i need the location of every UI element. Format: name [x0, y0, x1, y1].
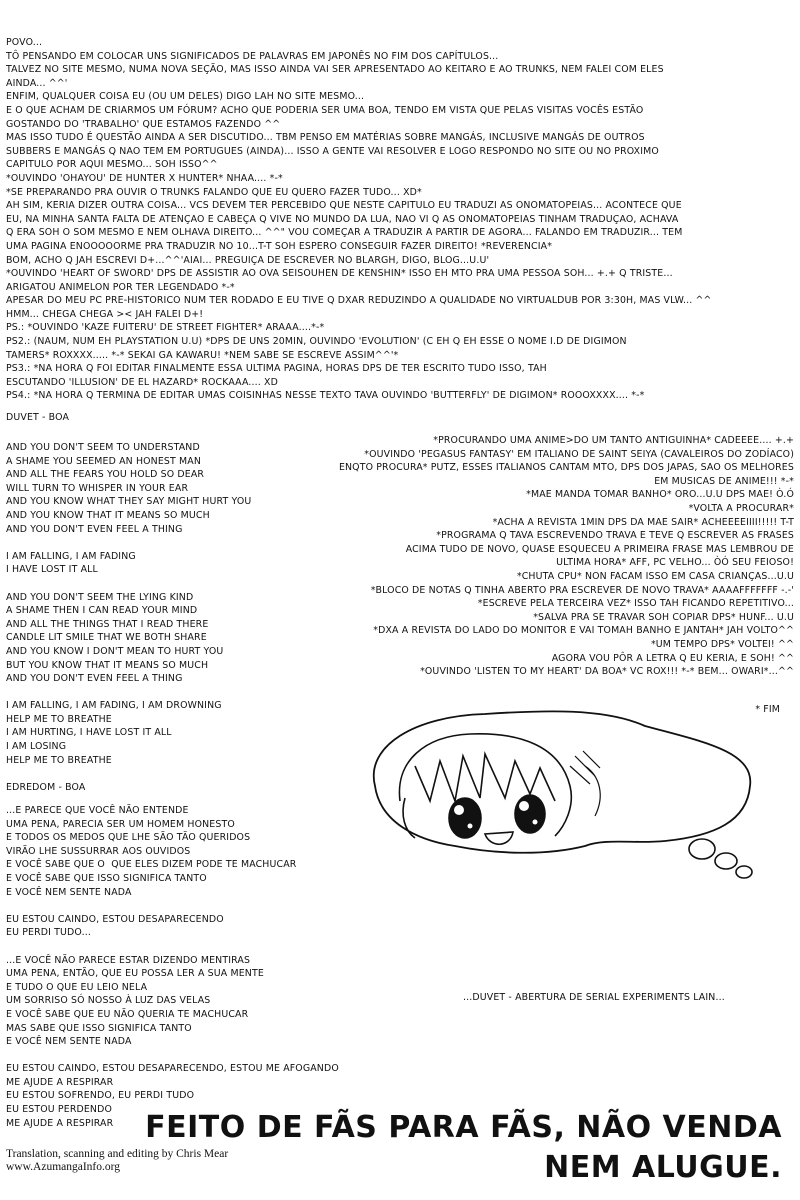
note-line: BOM, ACHO Q JAH ESCREVI D+...^^'AIAI... PREGUIÇA DE ESCREVER NO BLARGH, DIGO, BLOG...U.U'	[6, 254, 490, 266]
lyric-line: I AM FALLING, I AM FADING	[6, 550, 136, 562]
note-line: PS.: *OUVINDO 'KAZE FUITERU' DE STREET FIGHTER* ARAAA....*-*	[6, 322, 325, 334]
fan-notice-line-2: NEM ALUGUE.	[544, 1150, 782, 1185]
note-line: SUBBERS E MANGÁS Q NAO TEM EM PORTUGUES (AINDA)... ISSO A GENTE VAI RESOLVER E LOGO RESPONDO NO SITE OU NO PROXIMO	[6, 145, 659, 157]
side-note-line: *DXA A REVISTA DO LADO DO MONITOR E VAI TOMAH BANHO E JANTAH* JAH VOLTO^^	[373, 625, 794, 637]
lyric-line	[6, 536, 251, 550]
lyric-line: AND ALL THE THINGS THAT I READ THERE	[6, 618, 209, 630]
lyric-line: A SHAME YOU SEEMED AN HONEST MAN	[6, 455, 201, 467]
lyric-line: ...E VOCÊ NÃO PARECE ESTAR DIZENDO MENTIRAS	[6, 954, 251, 966]
lyric-line: HELP ME TO BREATHE	[6, 713, 112, 725]
note-line: TÔ PENSANDO EM COLOCAR UNS SIGNIFICADOS DE PALAVRAS EM JAPONÊS NO FIM DOS CAPÍTULOS...	[6, 50, 499, 62]
side-note-line: AGORA VOU PÔR A LETRA Q EU KERIA, E SOH! ^^	[551, 652, 794, 664]
side-note-line: *ESCREVE PELA TERCEIRA VEZ* ISSO TAH FICANDO REPETITIVO...	[477, 598, 794, 610]
lyric-line: CANDLE LIT SMILE THAT WE BOTH SHARE	[6, 632, 207, 644]
side-note-line: *OUVINDO 'PEGASUS FANTASY' EM ITALIANO DE SAINT SEIYA (CAVALEIROS DO ZODÍACO)	[364, 448, 794, 460]
lyric-line: HELP ME TO BREATHE	[6, 754, 112, 766]
fan-notice-banner	[145, 1108, 782, 1188]
note-line: ARIGATOU ANIMELON POR TER LEGENDADO *-*	[6, 281, 235, 293]
note-line: TAMERS* ROXXXX..... *-* SEKAI GA KAWARU! *NEM SABE SE ESCREVE ASSIM^^'*	[6, 349, 399, 361]
note-line: PS4.: *NA HORA Q TERMINA DE EDITAR UMAS COISINHAS NESSE TEXTO TAVA OUVINDO 'BUTTERFLY' DE DIGIMON* ROOOXXXX.... *-*	[6, 390, 645, 402]
lyrics-portuguese	[6, 804, 339, 1130]
note-line: *SE PREPARANDO PRA OUVIR O TRUNKS FALANDO QUE EU QUERO FAZER TUDO... XD*	[6, 186, 422, 198]
lyric-line: AND ALL THE FEARS YOU HOLD SO DEAR	[6, 469, 205, 481]
lyric-line: EDREDOM - BOA	[6, 781, 86, 793]
fan-notice-line-1: FEITO DE FÃS PARA FÃS, NÃO VENDA	[145, 1110, 782, 1145]
side-note-line: *UM TEMPO DPS* VOLTEI! ^^	[650, 638, 794, 650]
lyrics-english	[6, 441, 251, 794]
lyric-line: A SHAME THEN I CAN READ YOUR MIND	[6, 605, 198, 617]
credits-line-2: www.AzumangaInfo.org	[6, 1161, 121, 1173]
side-note-line: *BLOCO DE NOTAS Q TINHA ABERTO PRA ESCREVER DE NOVO TRAVA* AAAAFFFFFFF -.-'	[370, 584, 794, 596]
lyric-line: EU ESTOU CAINDO, ESTOU DESAPARECENDO	[6, 913, 224, 925]
note-line: E O QUE ACHAM DE CRIARMOS UM FÓRUM? ACHO QUE PODERIA SER UMA BOA, TENDO EM VISTA QUE PELAS VISITAS VOCÊS ESTÃO	[6, 104, 644, 116]
lyric-line: AND YOU DON'T SEEM THE LYING KIND	[6, 591, 194, 603]
lyric-line: BUT YOU KNOW THAT IT MEANS SO MUCH	[6, 659, 209, 671]
lyric-line: E TUDO O QUE EU LEIO NELA	[6, 981, 148, 993]
note-line: TALVEZ NO SITE MESMO, NUMA NOVA SEÇÃO, MAS ISSO AINDA VAI SER APRESENTADO AO KEITARO E AO TRUNKS, NEM FALEI COM ELES	[6, 64, 664, 76]
song-source-note: ...DUVET - ABERTURA DE SERIAL EXPERIMENTS LAIN...	[463, 992, 725, 1003]
side-note-line: ULTIMA HORA* AFF, PC VELHO... ÒÓ SEU FEIOSO!	[556, 557, 794, 569]
note-line: APESAR DO MEU PC PRE-HISTORICO NUM TER RODADO E EU TIVE Q DXAR REDUZINDO A QUALIDADE NO VIRTUALDUB POR 3:30H, MAS VLW... ^^	[6, 295, 712, 307]
lyric-line: EU ESTOU CAINDO, ESTOU DESAPARECENDO, ESTOU ME AFOGANDO	[6, 1063, 339, 1075]
lyric-line	[6, 686, 251, 700]
lyric-line	[6, 1049, 339, 1063]
note-line: GOSTANDO DO 'TRABALHO' QUE ESTAMOS FAZENDO ^^	[6, 118, 281, 130]
lyric-line: E VOCÊ SABE QUE EU NÃO QUERIA TE MACHUCAR	[6, 1008, 249, 1020]
side-note-line: ACIMA TUDO DE NOVO, QUASE ESQUECEU A PRIMEIRA FRASE MAS LEMBROU DE	[405, 543, 794, 555]
lyric-line: I AM LOSING	[6, 741, 67, 753]
lyric-line: AND YOU KNOW WHAT THEY SAY MIGHT HURT YOU	[6, 496, 252, 508]
note-line: *OUVINDO 'OHAYOU' DE HUNTER X HUNTER* NHAA.... *-*	[6, 172, 283, 184]
side-note-line: *CHUTA CPU* NON FACAM ISSO EM CASA CRIANÇAS...U.U	[516, 570, 794, 582]
lyric-line: I AM FALLING, I AM FADING, I AM DROWNING	[6, 700, 222, 712]
side-note-line: *SALVA PRA SE TRAVAR SOH COPIAR DPS* HUNF... U.U	[533, 611, 794, 623]
lyric-line: UMA PENA, ENTÃO, QUE EU POSSA LER A SUA MENTE	[6, 968, 264, 980]
side-note-line: *OUVINDO 'LISTEN TO MY HEART' DA BOA* VC ROX!!! *-* BEM... OWARI*...^^	[420, 666, 794, 678]
side-note-line: *MAE MANDA TOMAR BANHO* ORO...U.U DPS MAE! Ò.Ó	[526, 489, 794, 501]
note-line: EU, NA MINHA SANTA FALTA DE ATENÇAO E CABEÇA Q VIVE NO MUNDO DA LUA, NAO VI Q AS ONOMATOPEIAS TINHAM TRADUÇAO, ACHAVA	[6, 213, 679, 225]
side-notes	[339, 434, 794, 679]
lyric-line: MAS SABE QUE ISSO SIGNIFICA TANTO	[6, 1022, 192, 1034]
note-line: MAS ISSO TUDO É QUESTÃO AINDA A SER DISCUTIDO... TBM PENSO EM MATÉRIAS SOBRE MANGÁS, INCLUSIVE MANGÁS DE OUTROS	[6, 132, 645, 144]
lyric-line	[6, 940, 339, 954]
lyric-line: E VOCÊ SABE QUE ISSO SIGNIFICA TANTO	[6, 872, 207, 884]
lyric-line: EU ESTOU PERDENDO	[6, 1104, 112, 1116]
lyric-line	[6, 767, 251, 781]
side-note-line: EM MUSICAS DE ANIME!!! *-*	[654, 475, 794, 487]
lyric-line: E VOCÊ NEM SENTE NADA	[6, 1036, 132, 1048]
lyric-line	[6, 899, 339, 913]
note-line: ESCUTANDO 'ILLUSION' DE EL HAZARD* ROCKAAA.... XD	[6, 376, 278, 388]
note-line: PS2.: (NAUM, NUM EH PLAYSTATION U.U) *DPS DE UNS 20MIN, OUVINDO 'EVOLUTION' (C EH Q EH ESSE O NOME I.D DE DIGIMON	[6, 336, 627, 348]
translator-notes	[6, 36, 798, 403]
lyric-line: EU ESTOU SOFRENDO, EU PERDI TUDO	[6, 1090, 195, 1102]
lyric-line: E TODOS OS MEDOS QUE LHE SÃO TÃO QUERIDOS	[6, 832, 251, 844]
lyric-line: E VOCÊ NEM SENTE NADA	[6, 886, 132, 898]
note-line: POVO...	[6, 37, 43, 48]
lyric-line: AND YOU KNOW I DON'T MEAN TO HURT YOU	[6, 645, 224, 657]
lyric-line: AND YOU DON'T SEEM TO UNDERSTAND	[6, 442, 200, 453]
lyric-line: UMA PENA, PARECIA SER UM HOMEM HONESTO	[6, 818, 235, 830]
side-note-line: *PROCURANDO UMA ANIME>DO UM TANTO ANTIGUINHA* CADEEEE.... +.+	[433, 435, 794, 446]
lyric-line: EU PERDI TUDO...	[6, 927, 91, 939]
note-line: *OUVINDO 'HEART OF SWORD' DPS DE ASSISTIR AO OVA SEISOUHEN DE KENSHIN* ISSO EH MTO PRA UMA PESSOA SOH... +.+ Q TRISTE...	[6, 268, 673, 280]
note-line: PS3.: *NA HORA Q FOI EDITAR FINALMENTE ESSA ULTIMA PAGINA, HORAS DPS DE TER ESCRITO TUDO ISSO, TAH	[6, 363, 547, 375]
fim-label: * FIM	[755, 704, 780, 715]
note-line: ENFIM, QUALQUER COISA EU (OU UM DELES) DIGO LAH NO SITE MESMO...	[6, 91, 365, 103]
lyric-line: VIRÃO LHE SUSSURRAR AOS OUVIDOS	[6, 845, 191, 857]
lyric-line	[6, 577, 251, 591]
lyric-line: AND YOU DON'T EVEN FEEL A THING	[6, 523, 183, 535]
credits-line-1: Translation, scanning and editing by Chris Mear	[6, 1148, 229, 1160]
note-line: AINDA... ^^'	[6, 77, 68, 89]
lyric-line: AND YOU KNOW THAT IT MEANS SO MUCH	[6, 509, 210, 521]
lyric-line: I HAVE LOST IT ALL	[6, 564, 98, 576]
note-line: HMM... CHEGA CHEGA >< JAH FALEI D+!	[6, 308, 204, 320]
side-note-line: *VOLTA A PROCURAR*	[688, 502, 794, 514]
note-line: AH SIM, KERIA DIZER OUTRA COISA... VCS DEVEM TER PERCEBIDO QUE NESTE CAPITULO EU TRADUZI AS ONOMATOPEIAS... ACONTECE QUE	[6, 200, 682, 212]
lyric-line: I AM HURTING, I HAVE LOST IT ALL	[6, 727, 172, 739]
side-note-line: *PROGRAMA Q TAVA ESCREVENDO TRAVA E TEVE Q ESCREVER AS FRASES	[436, 530, 794, 542]
chibi-thought-bubble-illustration	[355, 706, 755, 881]
lyric-line: ME AJUDE A RESPIRAR	[6, 1076, 114, 1088]
note-line: UMA PAGINA ENOOOOORME PRA TRADUZIR NO 10...T-T SOH ESPERO CONSEGUIR FAZER DIREITO! *REVERENCIA*	[6, 240, 553, 252]
credits	[6, 1148, 228, 1174]
lyric-line: UM SORRISO SÓ NOSSO À LUZ DAS VELAS	[6, 995, 211, 1007]
side-note-line: *ACHA A REVISTA 1MIN DPS DA MAE SAIR* ACHEEEEIIII!!!!! T-T	[492, 516, 794, 528]
lyric-line: WILL TURN TO WHISPER IN YOUR EAR	[6, 482, 189, 494]
song-heading-duvet: DUVET - BOA	[6, 412, 70, 423]
side-note-line: ENQTO PROCURA* PUTZ, ESSES ITALIANOS CANTAM MTO, DPS DOS JAPAS, SAO OS MELHORES	[338, 462, 794, 474]
note-line: CAPITULO POR AQUI MESMO... SOH ISSO^^	[6, 159, 218, 171]
lyric-line: AND YOU DON'T EVEN FEEL A THING	[6, 673, 183, 685]
lyric-line: E VOCÊ SABE QUE O QUE ELES DIZEM PODE TE MACHUCAR	[6, 859, 297, 871]
lyric-line: ME AJUDE A RESPIRAR	[6, 1117, 114, 1129]
lyric-line: ...E PARECE QUE VOCÊ NÃO ENTENDE	[6, 805, 189, 816]
note-line: Q ERA SOH O SOM MESMO E NEM OLHAVA DIREITO... ^^" VOU COMEÇAR A TRADUZIR A PARTIR DE AGORA... FALANDO EM TRADUZIR... TEM	[6, 227, 683, 239]
